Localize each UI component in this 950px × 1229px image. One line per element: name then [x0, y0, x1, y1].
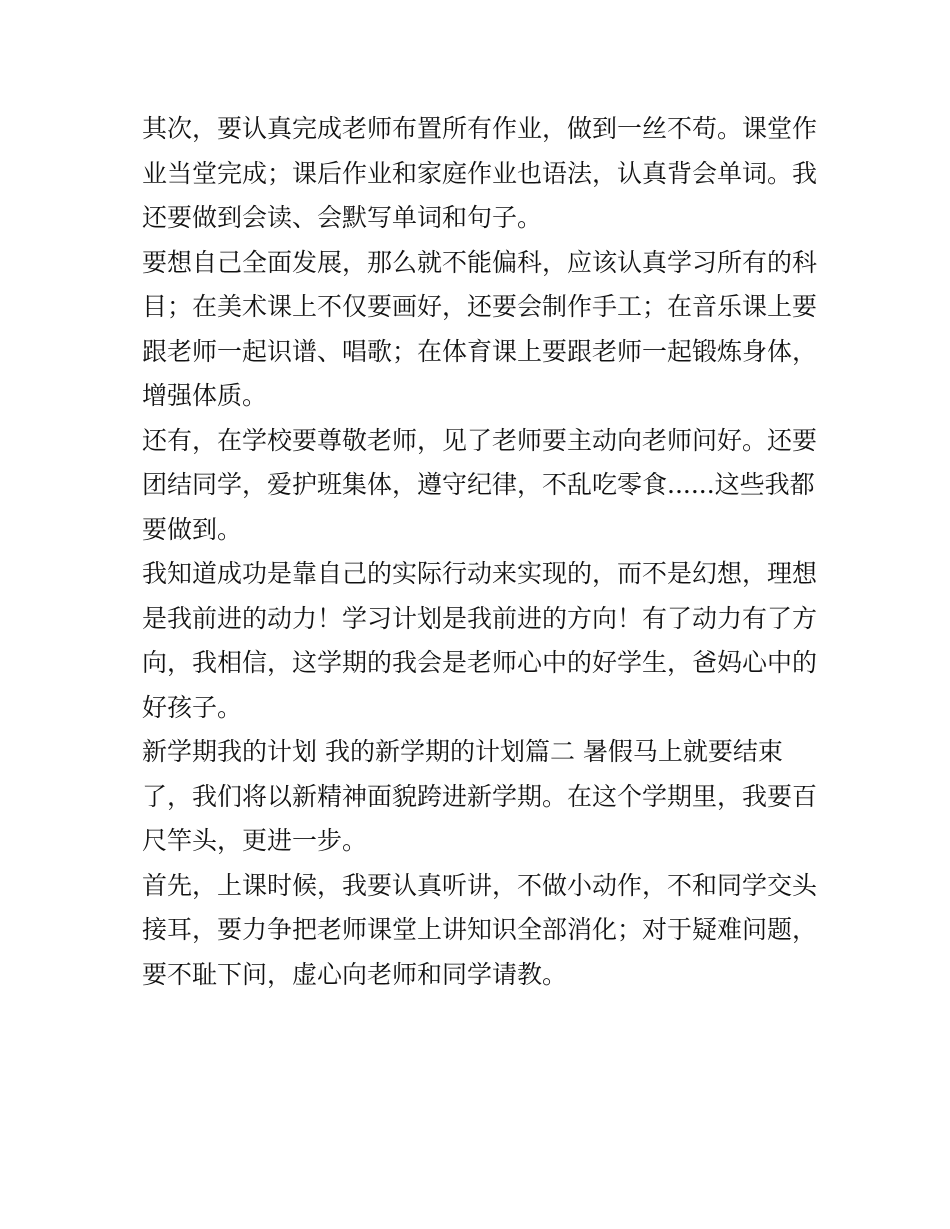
text-line: 是我前进的动力！学习计划是我前进的方向！有了动力有了方 [142, 603, 818, 633]
text-line: 首先，上课时候，我要认真听讲，不做小动作，不和同学交头 [142, 870, 818, 900]
text-line: 尺竿头，更进一步。 [142, 826, 368, 855]
text-line: 业当堂完成；课后作业和家庭作业也语法，认真背会单词。我 [142, 158, 818, 188]
text-line: 新学期我的计划 我的新学期的计划篇二 暑假马上就要结束 [142, 737, 783, 766]
text-line: 我知道成功是靠自己的实际行动来实现的，而不是幻想，理想 [142, 559, 818, 588]
text-line: 跟老师一起识谱、唱歌；在体育课上要跟老师一起锻炼身体， [142, 336, 818, 366]
text-line: 团结同学，爱护班集体，遵守纪律，不乱吃零食......这些我都 [142, 470, 815, 499]
document-body [142, 107, 818, 997]
text-line: 好孩子。 [142, 692, 243, 722]
text-line: 接耳，要力争把老师课堂上讲知识全部消化；对于疑难问题， [142, 915, 818, 944]
text-line: 要做到。 [142, 514, 243, 544]
text-line: 还有，在学校要尊敬老师，见了老师要主动向老师问好。还要 [142, 425, 818, 455]
text-line: 向，我相信，这学期的我会是老师心中的好学生，爸妈心中的 [142, 648, 818, 677]
text-line: 了，我们将以新精神面貌跨进新学期。在这个学期里，我要百 [142, 781, 818, 811]
text-line: 其次，要认真完成老师布置所有作业，做到一丝不苟。课堂作 [142, 114, 818, 143]
text-line: 目；在美术课上不仅要画好，还要会制作手工；在音乐课上要 [142, 292, 818, 321]
text-line: 还要做到会读、会默写单词和句子。 [142, 203, 543, 232]
text-line: 增强体质。 [142, 381, 268, 410]
text-line: 要想自己全面发展，那么就不能偏科，应该认真学习所有的科 [142, 247, 818, 277]
text-line: 要不耻下问，虚心向老师和同学请教。 [142, 959, 568, 989]
